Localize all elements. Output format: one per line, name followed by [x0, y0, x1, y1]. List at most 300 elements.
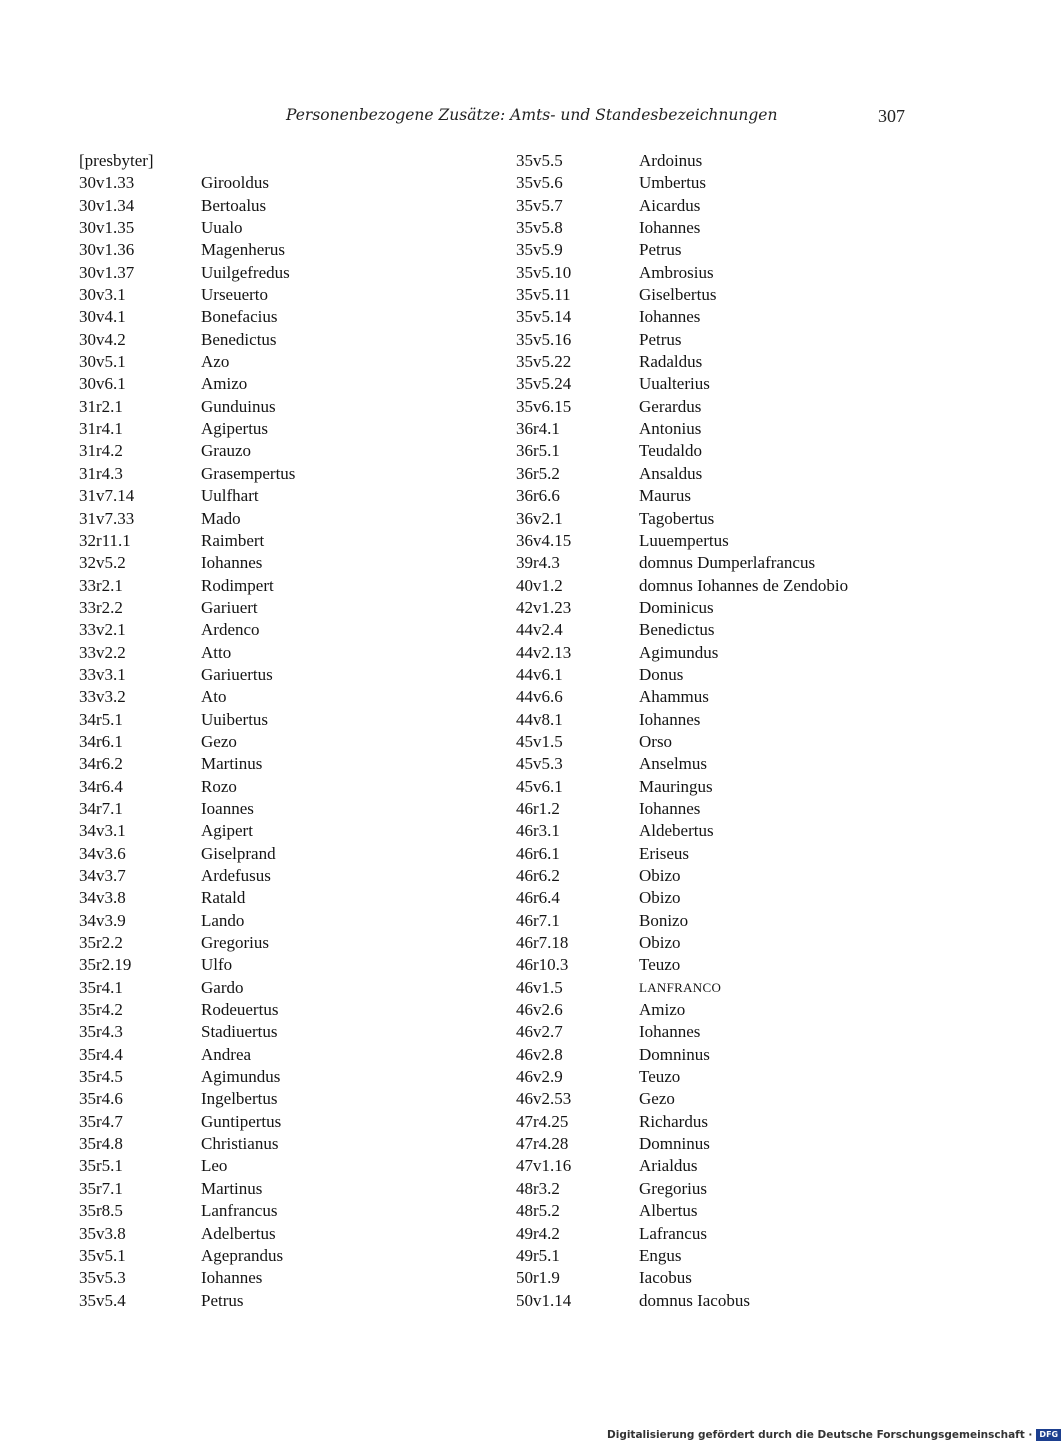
list-item [79, 1088, 499, 1110]
entry-name: Martinus [201, 754, 263, 774]
entry-reference: 30v1.37 [79, 262, 135, 282]
entry-name: Obizo [639, 933, 681, 953]
list-item [79, 686, 499, 708]
entry-name: Mauringus [639, 776, 713, 796]
entry-name: Obizo [639, 888, 681, 908]
entry-reference: 35r4.4 [79, 1044, 123, 1064]
entry-name: Gariuertus [201, 664, 273, 684]
list-item [516, 1044, 936, 1066]
entry-name: Teuzo [639, 955, 681, 975]
right-entry-list [516, 150, 936, 1312]
list-item [516, 284, 936, 306]
entry-reference: 34r5.1 [79, 709, 123, 729]
entry-reference: 33v3.1 [79, 664, 126, 684]
list-item [79, 172, 499, 194]
entry-name: Iohannes [639, 798, 701, 818]
entry-name: Ardoinus [639, 151, 703, 170]
entry-name: Petrus [639, 240, 682, 260]
entry-name: Orso [639, 731, 673, 751]
entry-name: Uulfhart [201, 486, 259, 506]
entry-reference: 35r2.19 [79, 955, 132, 975]
entry-reference: 30v1.36 [79, 240, 135, 260]
entry-name: Uuibertus [201, 709, 269, 729]
list-item [79, 217, 499, 239]
list-item [516, 373, 936, 395]
list-item [516, 865, 936, 887]
list-item [516, 1088, 936, 1110]
entry-name: domnus Dumperlafrancus [639, 553, 816, 573]
list-item [79, 262, 499, 284]
entry-reference: 36r5.2 [516, 463, 560, 483]
list-item [516, 150, 936, 172]
entry-reference: 39r4.3 [516, 553, 560, 573]
entry-reference: 46r7.18 [516, 933, 569, 953]
entry-reference: 35v5.1 [79, 1245, 126, 1265]
entry-reference: 44v2.13 [516, 642, 572, 662]
list-item [79, 329, 499, 351]
entry-name: domnus Iacobus [639, 1290, 750, 1310]
entry-reference: 48r5.2 [516, 1201, 560, 1221]
entry-name: Umbertus [639, 173, 707, 193]
list-item [516, 239, 936, 261]
entry-name: Ato [201, 687, 227, 707]
entry-name: Urseuerto [201, 285, 269, 305]
list-item [516, 508, 936, 530]
entry-reference: 45v5.3 [516, 754, 563, 774]
list-item [516, 172, 936, 194]
entry-name: Gunduinus [201, 396, 276, 416]
entry-reference: 35v5.24 [516, 374, 572, 394]
list-item [516, 798, 936, 820]
list-item [516, 1245, 936, 1267]
entry-name: Leo [201, 1156, 228, 1176]
entry-name: Martinus [201, 1178, 263, 1198]
entry-reference: 45v6.1 [516, 776, 563, 796]
entry-name: Giselprand [201, 843, 276, 863]
entry-name: Domninus [639, 1044, 710, 1064]
entry-reference: 33r2.1 [79, 575, 123, 595]
entry-name: Magenherus [201, 240, 286, 260]
list-item [79, 642, 499, 664]
list-item [79, 954, 499, 976]
entry-reference: 35v5.6 [516, 173, 563, 193]
entry-name: Tagobertus [639, 508, 715, 528]
entry-name: Iohannes [639, 307, 701, 327]
entry-reference: 35r4.2 [79, 1000, 123, 1020]
entry-name: Ardenco [201, 620, 260, 640]
entry-name: Arialdus [639, 1156, 698, 1176]
entry-name: Rodimpert [201, 575, 274, 595]
list-item [79, 798, 499, 820]
entry-reference: 48r3.2 [516, 1178, 560, 1198]
entry-name: Albertus [639, 1201, 698, 1221]
right-column [516, 150, 936, 1312]
entry-name: Gerardus [639, 396, 702, 416]
entry-reference: 35v5.8 [516, 218, 563, 238]
entry-name: Ingelbertus [201, 1089, 278, 1109]
entry-reference: 34v3.9 [79, 910, 126, 930]
list-item [516, 195, 936, 217]
entry-name: Ansaldus [639, 463, 703, 483]
entry-name: Aicardus [639, 195, 701, 215]
list-item [79, 463, 499, 485]
entry-reference: 34r6.4 [79, 776, 123, 796]
list-item [516, 753, 936, 775]
list-item [79, 932, 499, 954]
list-item [516, 731, 936, 753]
left-entry-list [79, 172, 499, 1312]
entry-name: Grasempertus [201, 463, 296, 483]
entry-name: Agipertus [201, 419, 269, 439]
entry-name: Teuzo [639, 1067, 681, 1087]
list-item [516, 575, 936, 597]
entry-name: Petrus [639, 329, 682, 349]
entry-reference: 46r10.3 [516, 955, 569, 975]
entry-name: Amizo [201, 374, 248, 394]
entry-reference: 47r4.28 [516, 1134, 569, 1154]
list-item [79, 1133, 499, 1155]
entry-reference: 46v2.53 [516, 1089, 572, 1109]
list-item [516, 932, 936, 954]
list-item [79, 910, 499, 932]
list-item [79, 709, 499, 731]
entry-reference: 34v3.8 [79, 888, 126, 908]
list-item [516, 619, 936, 641]
list-item [516, 1021, 936, 1043]
entry-reference: 35v5.11 [516, 285, 571, 305]
list-item [79, 396, 499, 418]
list-item [516, 954, 936, 976]
list-item [516, 351, 936, 373]
entry-reference: 35r4.1 [79, 977, 123, 997]
list-item [79, 351, 499, 373]
entry-name: Radaldus [639, 352, 703, 372]
entry-reference: 34r7.1 [79, 798, 123, 818]
list-item [516, 1290, 936, 1312]
entry-name: Luuempertus [639, 530, 729, 550]
entry-name: Maurus [639, 486, 691, 506]
entry-reference: 34v3.6 [79, 843, 126, 863]
entry-name: Iohannes [201, 553, 263, 573]
entry-name: Raimbert [201, 530, 265, 550]
entry-reference: 46r1.2 [516, 798, 560, 818]
list-item [516, 910, 936, 932]
entry-reference: 36r5.1 [516, 441, 560, 461]
entry-name: Stadiuertus [201, 1022, 278, 1042]
entry-name: Girooldus [201, 173, 269, 193]
entry-name: Obizo [639, 866, 681, 885]
list-item [516, 440, 936, 462]
list-item [79, 664, 499, 686]
entry-reference: 31v7.14 [79, 486, 135, 506]
list-item [79, 977, 499, 999]
entry-reference: 32r11.1 [79, 530, 131, 550]
list-item [79, 552, 499, 574]
entry-name: Uuilgefredus [201, 262, 290, 282]
entry-reference: 30v6.1 [79, 374, 126, 394]
entry-reference: 35v5.10 [516, 262, 572, 282]
list-item [516, 1111, 936, 1133]
entry-reference: 33v3.2 [79, 687, 126, 707]
list-item [79, 284, 499, 306]
entry-reference: 30v1.34 [79, 195, 135, 215]
entry-name: Uualterius [639, 374, 710, 394]
entry-reference: 45v1.5 [516, 731, 563, 751]
entry-reference: 36v2.1 [516, 508, 563, 528]
entry-name: Agimundus [639, 642, 719, 662]
list-item [79, 753, 499, 775]
entry-reference: 34r6.1 [79, 731, 123, 751]
entry-reference: 35v5.14 [516, 307, 572, 327]
entry-reference: 35v5.7 [516, 195, 563, 215]
entry-reference: 30v4.2 [79, 329, 126, 349]
entry-reference: 49r4.2 [516, 1223, 560, 1243]
entry-name: Lafrancus [639, 1223, 707, 1243]
entry-reference: 47r4.25 [516, 1111, 569, 1131]
list-item [516, 843, 936, 865]
entry-reference: 44v6.1 [516, 664, 563, 684]
list-item [79, 776, 499, 798]
list-item [79, 239, 499, 261]
entry-name: Azo [201, 352, 230, 372]
list-item [516, 418, 936, 440]
list-item [516, 1155, 936, 1177]
entry-name: Christianus [201, 1134, 279, 1154]
entry-name: Gezo [201, 731, 237, 751]
list-item [79, 731, 499, 753]
entry-reference: 40v1.2 [516, 575, 563, 595]
list-item [79, 373, 499, 395]
entry-reference: 35v5.9 [516, 240, 563, 260]
entry-reference: 35r8.5 [79, 1201, 123, 1221]
entry-reference: 47v1.16 [516, 1156, 572, 1176]
entry-reference: 35v5.4 [79, 1290, 126, 1310]
list-item [79, 597, 499, 619]
entry-reference: 35v3.8 [79, 1223, 126, 1243]
entry-reference: 31v7.33 [79, 508, 135, 528]
list-item [516, 977, 936, 999]
entry-name: Iohannes [639, 709, 701, 729]
list-item [516, 1066, 936, 1088]
list-item [516, 887, 936, 909]
entry-reference: 36r6.6 [516, 486, 560, 506]
entry-reference: 44v2.4 [516, 620, 563, 640]
list-item [79, 575, 499, 597]
list-item [79, 1245, 499, 1267]
entry-reference: 46r3.1 [516, 821, 560, 841]
list-item [516, 262, 936, 284]
dfg-logo-icon: DFG [1036, 1429, 1061, 1441]
running-head: Personenbezogene Zusätze: Amts- und Standesbezeichnungen [286, 106, 778, 124]
entry-reference: 46v1.5 [516, 977, 563, 997]
entry-reference: 50v1.14 [516, 1290, 572, 1310]
entry-name: Ageprandus [201, 1245, 284, 1265]
list-item [79, 999, 499, 1021]
list-item [79, 1267, 499, 1289]
list-item [79, 1223, 499, 1245]
list-item [79, 1178, 499, 1200]
entry-reference: 36v4.15 [516, 530, 572, 550]
entry-reference: 35r5.1 [79, 1156, 123, 1176]
list-item [516, 217, 936, 239]
list-item [516, 530, 936, 552]
list-item [516, 552, 936, 574]
entry-name: Lando [201, 910, 245, 930]
list-item [79, 1021, 499, 1043]
entry-name: Rozo [201, 776, 237, 796]
entry-name: LANFRANCO [639, 979, 722, 995]
entry-reference: 35v5.22 [516, 352, 572, 372]
entry-name: Uualo [201, 218, 243, 238]
list-item [79, 440, 499, 462]
entry-reference: 30v3.1 [79, 285, 126, 305]
entry-name: Teudaldo [639, 441, 703, 461]
entry-name: Iacobus [639, 1268, 692, 1288]
entry-reference: 35r4.5 [79, 1067, 123, 1087]
entry-name: Ulfo [201, 955, 233, 975]
entry-name: Iohannes [639, 1022, 701, 1042]
list-item [516, 820, 936, 842]
list-item [516, 306, 936, 328]
entry-name: Agipert [201, 821, 253, 841]
entry-name: Mado [201, 508, 241, 528]
entry-reference: 44v6.6 [516, 687, 563, 707]
entry-name: Dominicus [639, 597, 714, 617]
list-item [516, 709, 936, 731]
entry-reference: 42v1.23 [516, 597, 572, 617]
list-item [516, 1223, 936, 1245]
list-item [79, 530, 499, 552]
left-column [79, 150, 499, 1312]
entry-name: Aldebertus [639, 821, 714, 841]
list-item [516, 597, 936, 619]
list-item [79, 1155, 499, 1177]
list-item [79, 820, 499, 842]
entry-reference: 36r4.1 [516, 419, 560, 439]
entry-name: Andrea [201, 1044, 252, 1064]
entry-reference: 31r4.2 [79, 441, 123, 461]
entry-reference: 30v1.33 [79, 173, 135, 193]
entry-reference: 34r6.2 [79, 754, 123, 774]
section-label: [presbyter] [79, 151, 154, 170]
list-item [79, 1044, 499, 1066]
list-item [79, 1066, 499, 1088]
list-item [516, 396, 936, 418]
list-item [516, 642, 936, 664]
entry-name: Benedictus [639, 620, 715, 640]
footer-text: Digitalisierung gefördert durch die Deutsche Forschungsgemeinschaft · [607, 1429, 1033, 1441]
footer-credit [607, 1429, 1061, 1441]
entry-name: Gezo [639, 1089, 675, 1109]
entry-name: Petrus [201, 1290, 244, 1310]
entry-reference: 31r2.1 [79, 396, 123, 416]
entry-reference: 35r2.2 [79, 933, 123, 953]
list-item [516, 999, 936, 1021]
entry-name: Ioannes [201, 798, 254, 818]
entry-reference: 49r5.1 [516, 1245, 560, 1265]
entry-reference: 35v6.15 [516, 396, 572, 416]
entry-name: Amizo [639, 1000, 686, 1020]
entry-name: Bonizo [639, 910, 689, 930]
entry-name: Ratald [201, 888, 246, 908]
entry-reference: 46r7.1 [516, 910, 560, 930]
list-item [516, 1267, 936, 1289]
entry-name: domnus Iohannes de Zendobio [639, 575, 849, 595]
list-item [79, 508, 499, 530]
entry-reference: 35r4.8 [79, 1134, 123, 1154]
list-item [79, 1290, 499, 1312]
list-item [79, 418, 499, 440]
entry-reference: 30v4.1 [79, 307, 126, 327]
list-item [516, 1178, 936, 1200]
entry-name: Engus [639, 1245, 682, 1265]
page-number: 307 [878, 106, 905, 126]
list-item [516, 485, 936, 507]
entry-name: Gregorius [201, 933, 269, 953]
entry-reference: 31r4.3 [79, 463, 123, 483]
entry-name: Antonius [639, 419, 702, 439]
list-item [79, 195, 499, 217]
entry-reference: 33v2.2 [79, 642, 126, 662]
entry-reference: 30v1.35 [79, 218, 135, 238]
entry-reference: 33r2.2 [79, 597, 123, 617]
entry-name: Lanfrancus [201, 1201, 278, 1221]
list-item [79, 1200, 499, 1222]
entry-reference: 46r6.4 [516, 888, 560, 908]
entry-reference: 35r4.3 [79, 1022, 123, 1042]
list-item [516, 1133, 936, 1155]
entry-name: Eriseus [639, 843, 690, 863]
entry-name: Gardo [201, 977, 244, 997]
list-item [79, 843, 499, 865]
entry-name: Iohannes [639, 218, 701, 238]
entry-name: Agimundus [201, 1067, 281, 1087]
entry-name: Guntipertus [201, 1111, 282, 1131]
entry-reference: 46r6.1 [516, 843, 560, 863]
entry-reference: 35v5.16 [516, 329, 572, 349]
entry-name: Donus [639, 664, 684, 684]
entry-name: Grauzo [201, 441, 252, 461]
entry-name: Iohannes [201, 1268, 263, 1288]
entry-reference: 44v8.1 [516, 709, 563, 729]
entry-reference: 31r4.1 [79, 419, 123, 439]
list-item [516, 776, 936, 798]
entry-reference: 32v5.2 [79, 553, 126, 573]
entry-name: Giselbertus [639, 285, 717, 305]
entry-reference: 46v2.7 [516, 1022, 563, 1042]
list-item [516, 329, 936, 351]
entry-reference: 34v3.1 [79, 821, 126, 841]
list-item [516, 664, 936, 686]
entry-reference: 33v2.1 [79, 620, 126, 640]
entry-name: Ahammus [639, 687, 709, 707]
list-item [79, 1111, 499, 1133]
list-item [516, 686, 936, 708]
list-item [516, 463, 936, 485]
entry-reference: 35v5.3 [79, 1268, 126, 1288]
entry-reference: 50r1.9 [516, 1268, 560, 1288]
entry-reference: 35r7.1 [79, 1178, 123, 1198]
entry-name: Rodeuertus [201, 1000, 279, 1020]
entry-name: Ardefusus [201, 866, 271, 885]
list-item [79, 619, 499, 641]
entry-name: Domninus [639, 1134, 710, 1154]
entry-reference: 35r4.7 [79, 1111, 123, 1131]
list-item [79, 865, 499, 887]
entry-name: Gariuert [201, 597, 258, 617]
entry-name: Ambrosius [639, 262, 714, 282]
entry-name: Gregorius [639, 1178, 707, 1198]
